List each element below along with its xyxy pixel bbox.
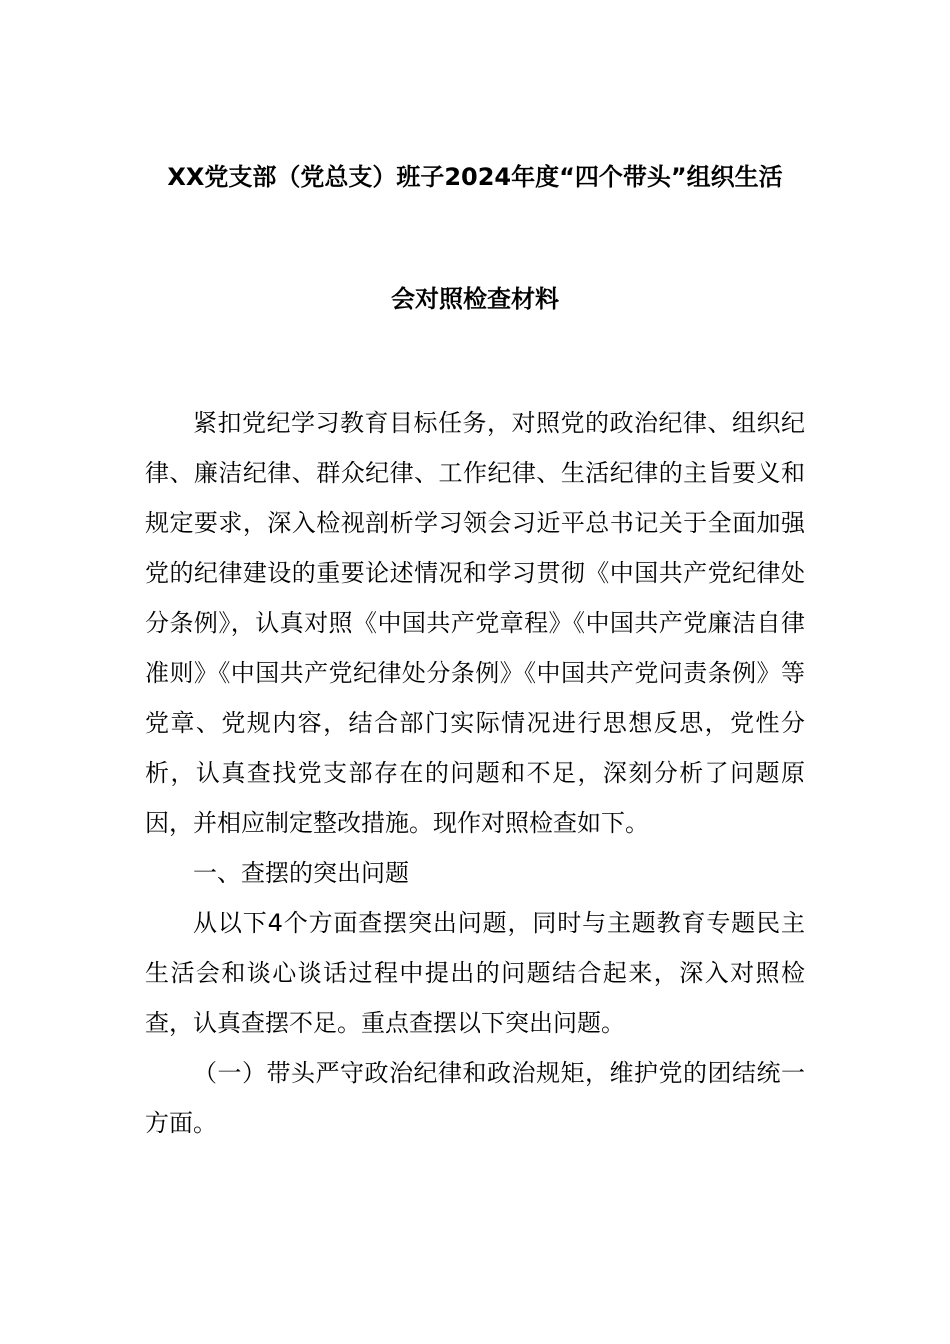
intro-paragraph: 紧扣党纪学习教育目标任务，对照党的政治纪律、组织纪律、廉洁纪律、群众纪律、工作纪律、生活纪律的主旨要义和规定要求，深入检视剖析学习领会习近平总书记关于全面加强党的纪律建设的重要论述情况和学习贯彻《中国共产党纪律处分条例》，认真对照《中国共产党章程》《中国共产党廉洁自律准则》《中国共产党纪律处分条例》《中国共产党问责条例》等党章、党规内容，结合部门实际情况进行思想反思，党性分析，认真查找党支部存在的问题和不足，深刻分析了问题原因，并相应制定整改措施。现作对照检查如下。 [145, 409, 805, 837]
document-title-line-1: XX党支部（党总支）班子2024年度“四个带头”组织生活 [167, 163, 783, 191]
document-body [145, 398, 805, 1148]
section-heading: 一、查摆的突出问题 [193, 859, 409, 887]
document-title-line-2: 会对照检查材料 [391, 285, 559, 313]
section-intro-paragraph: 从以下4个方面查摆突出问题，同时与主题教育专题民主生活会和谈心谈话过程中提出的问题结合起来，深入对照检查，认真查摆不足。重点查摆以下突出问题。 [145, 909, 805, 1037]
subsection-heading: （一）带头严守政治纪律和政治规矩，维护党的团结统一方面。 [145, 1059, 805, 1137]
